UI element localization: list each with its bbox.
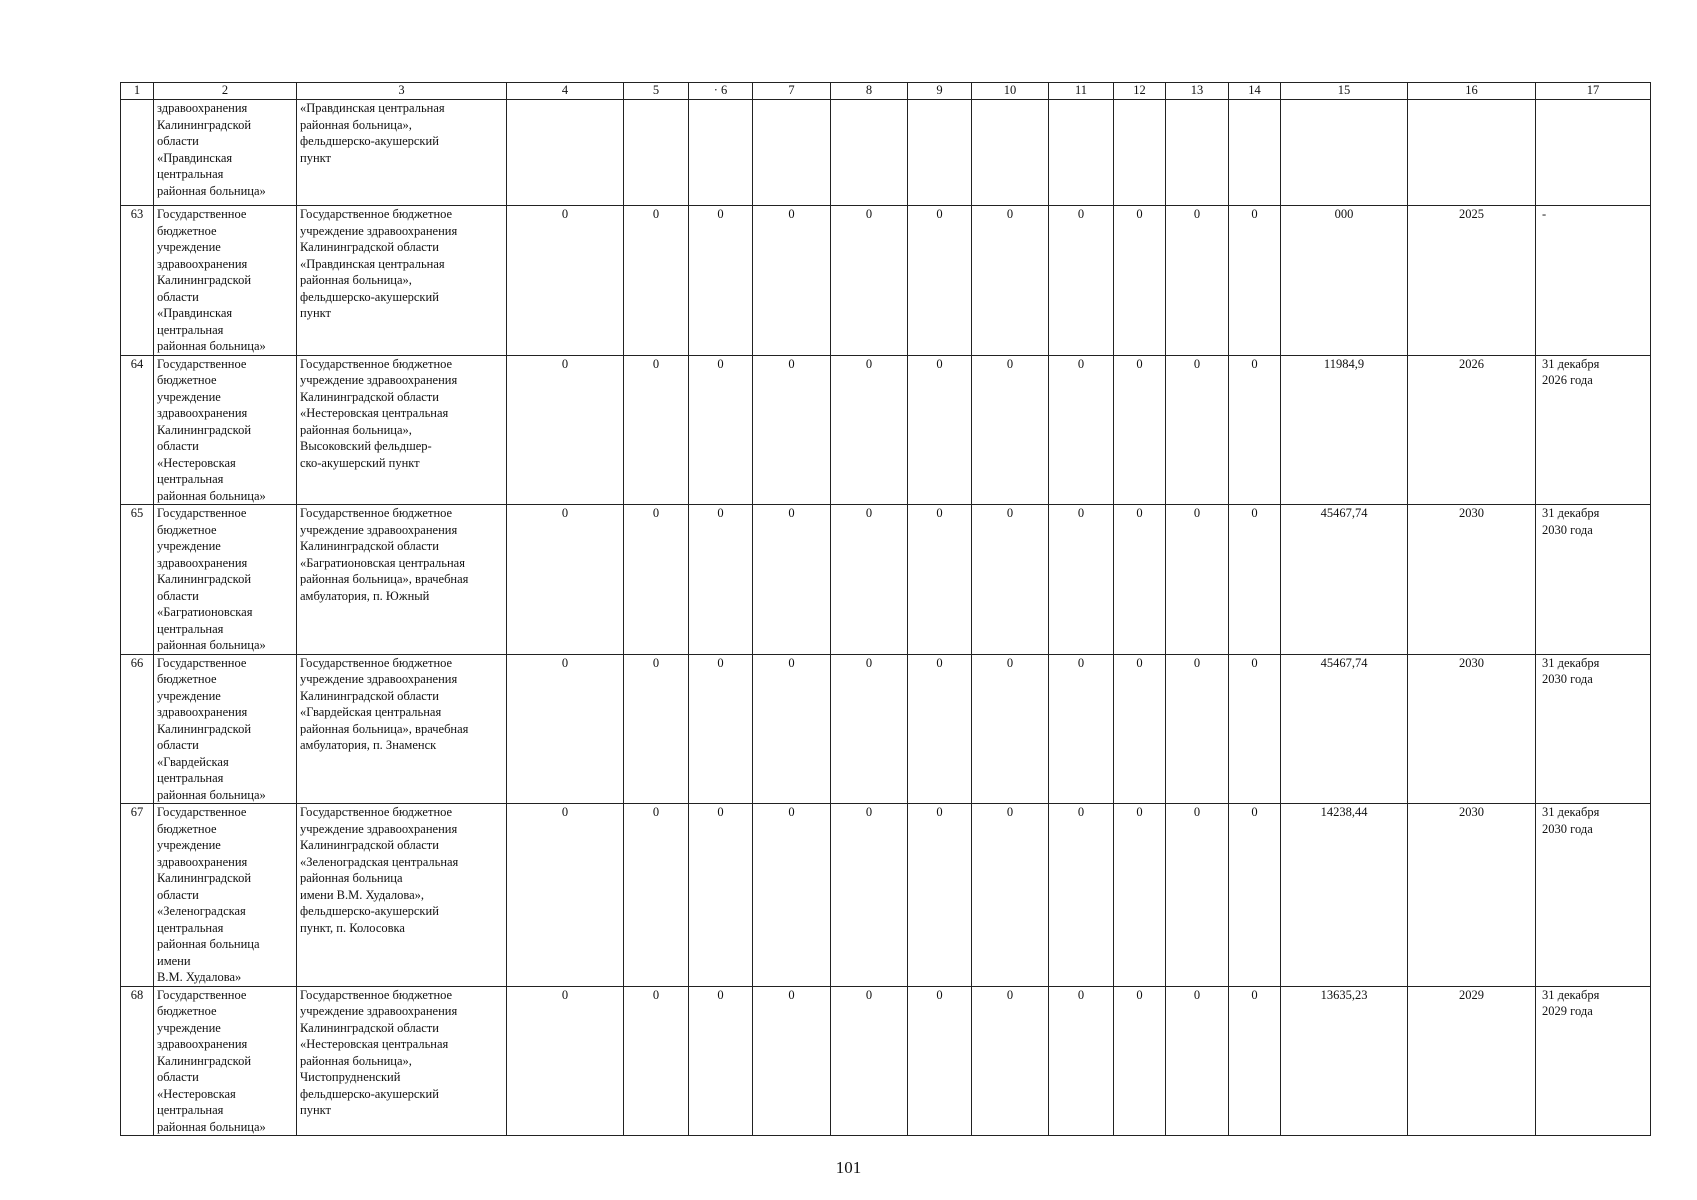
value-cell-col-7: 0 (753, 654, 831, 804)
value-cell-col-5: 0 (624, 986, 689, 1136)
row-number-cell: 67 (121, 804, 154, 987)
column-header-12: 12 (1114, 83, 1166, 100)
value-cell-col-9 (908, 100, 972, 206)
organization-cell: Государственное бюджетное учреждение здравоохранения Калининградской области «Правдинская центральная районная больница» (154, 206, 297, 356)
value-cell-col-4 (507, 100, 624, 206)
value-cell-col-6: 0 (689, 986, 753, 1136)
value-cell-col-12: 0 (1114, 505, 1166, 655)
table-row (121, 206, 1651, 356)
row-number-cell: 66 (121, 654, 154, 804)
year-cell: 2025 (1408, 206, 1536, 356)
organization-cell: Государственное бюджетное учреждение здравоохранения Калининградской области «Гвардейская центральная районная больница» (154, 654, 297, 804)
value-cell-col-10: 0 (972, 206, 1049, 356)
column-header-9: 9 (908, 83, 972, 100)
value-cell-col-9: 0 (908, 505, 972, 655)
amount-cell: 45467,74 (1281, 654, 1408, 804)
value-cell-col-8: 0 (831, 654, 908, 804)
value-cell-col-10: 0 (972, 804, 1049, 987)
value-cell-col-11 (1049, 100, 1114, 206)
facility-cell: Государственное бюджетное учреждение здравоохранения Калининградской области «Багратионовская центральная районная больница», врачебная амбулатория, п. Южный (297, 505, 507, 655)
table-row (121, 355, 1651, 505)
value-cell-col-14: 0 (1229, 654, 1281, 804)
column-header-10: 10 (972, 83, 1049, 100)
column-header-17: 17 (1536, 83, 1651, 100)
amount-cell: 13635,23 (1281, 986, 1408, 1136)
facility-cell: Государственное бюджетное учреждение здравоохранения Калининградской области «Правдинская центральная районная больница», фельдшерско-акушерский пункт (297, 206, 507, 356)
value-cell-col-9: 0 (908, 986, 972, 1136)
value-cell-col-4: 0 (507, 206, 624, 356)
value-cell-col-8: 0 (831, 505, 908, 655)
value-cell-col-13: 0 (1166, 986, 1229, 1136)
facility-cell: Государственное бюджетное учреждение здравоохранения Калининградской области «Гвардейская центральная районная больница», врачебная амбулатория, п. Знаменск (297, 654, 507, 804)
value-cell-col-12: 0 (1114, 986, 1166, 1136)
facility-cell: Государственное бюджетное учреждение здравоохранения Калининградской области «Нестеровская центральная районная больница», Высоковский фельдшер- ско-акушерский пункт (297, 355, 507, 505)
value-cell-col-11: 0 (1049, 505, 1114, 655)
deadline-cell (1536, 100, 1651, 206)
row-number-cell: 68 (121, 986, 154, 1136)
value-cell-col-14 (1229, 100, 1281, 206)
column-header-16: 16 (1408, 83, 1536, 100)
value-cell-col-6: 0 (689, 804, 753, 987)
value-cell-col-12: 0 (1114, 804, 1166, 987)
value-cell-col-10 (972, 100, 1049, 206)
value-cell-col-10: 0 (972, 505, 1049, 655)
value-cell-col-9: 0 (908, 206, 972, 356)
row-number-cell: 64 (121, 355, 154, 505)
value-cell-col-9: 0 (908, 355, 972, 505)
column-number-header-row (121, 83, 1651, 100)
organization-cell: здравоохранения Калининградской области «Правдинская центральная районная больница» (154, 100, 297, 206)
value-cell-col-12: 0 (1114, 654, 1166, 804)
value-cell-col-11: 0 (1049, 986, 1114, 1136)
table-row (121, 654, 1651, 804)
value-cell-col-7: 0 (753, 505, 831, 655)
value-cell-col-4: 0 (507, 804, 624, 987)
value-cell-col-10: 0 (972, 986, 1049, 1136)
value-cell-col-7: 0 (753, 355, 831, 505)
deadline-cell: 31 декабря 2030 года (1536, 505, 1651, 655)
year-cell (1408, 100, 1536, 206)
deadline-cell: - (1536, 206, 1651, 356)
facility-cell: Государственное бюджетное учреждение здравоохранения Калининградской области «Нестеровская центральная районная больница», Чистопрудненский фельдшерско-акушерский пункт (297, 986, 507, 1136)
year-cell: 2029 (1408, 986, 1536, 1136)
amount-cell: 45467,74 (1281, 505, 1408, 655)
column-header-2: 2 (154, 83, 297, 100)
value-cell-col-14: 0 (1229, 206, 1281, 356)
data-table (120, 82, 1651, 1136)
value-cell-col-4: 0 (507, 355, 624, 505)
table-body (121, 100, 1651, 1136)
column-header-3: 3 (297, 83, 507, 100)
value-cell-col-11: 0 (1049, 804, 1114, 987)
column-header-13: 13 (1166, 83, 1229, 100)
column-header-1: 1 (121, 83, 154, 100)
column-header-8: 8 (831, 83, 908, 100)
row-number-cell: 63 (121, 206, 154, 356)
table-row (121, 505, 1651, 655)
value-cell-col-6: 0 (689, 505, 753, 655)
table-row (121, 804, 1651, 987)
value-cell-col-5: 0 (624, 505, 689, 655)
table-row (121, 100, 1651, 206)
table-row (121, 986, 1651, 1136)
amount-cell: 11984,9 (1281, 355, 1408, 505)
value-cell-col-4: 0 (507, 986, 624, 1136)
value-cell-col-4: 0 (507, 654, 624, 804)
value-cell-col-9: 0 (908, 804, 972, 987)
value-cell-col-4: 0 (507, 505, 624, 655)
column-header-11: 11 (1049, 83, 1114, 100)
value-cell-col-10: 0 (972, 355, 1049, 505)
year-cell: 2030 (1408, 804, 1536, 987)
amount-cell: 14238,44 (1281, 804, 1408, 987)
organization-cell: Государственное бюджетное учреждение здравоохранения Калининградской области «Нестеровская центральная районная больница» (154, 355, 297, 505)
deadline-cell: 31 декабря 2030 года (1536, 804, 1651, 987)
amount-cell: 000 (1281, 206, 1408, 356)
value-cell-col-8: 0 (831, 986, 908, 1136)
column-header-6: · 6 (689, 83, 753, 100)
column-header-15: 15 (1281, 83, 1408, 100)
column-header-7: 7 (753, 83, 831, 100)
value-cell-col-5: 0 (624, 804, 689, 987)
row-number-cell (121, 100, 154, 206)
deadline-cell: 31 декабря 2030 года (1536, 654, 1651, 804)
organization-cell: Государственное бюджетное учреждение здравоохранения Калининградской области «Багратионовская центральная районная больница» (154, 505, 297, 655)
value-cell-col-13: 0 (1166, 206, 1229, 356)
value-cell-col-13: 0 (1166, 355, 1229, 505)
value-cell-col-5: 0 (624, 355, 689, 505)
value-cell-col-8: 0 (831, 355, 908, 505)
facility-cell: Государственное бюджетное учреждение здравоохранения Калининградской области «Зеленоградская центральная районная больница имени В.М. Худалова», фельдшерско-акушерский пункт, п. Колосовка (297, 804, 507, 987)
value-cell-col-7: 0 (753, 206, 831, 356)
value-cell-col-11: 0 (1049, 654, 1114, 804)
organization-cell: Государственное бюджетное учреждение здравоохранения Калининградской области «Нестеровская центральная районная больница» (154, 986, 297, 1136)
value-cell-col-6 (689, 100, 753, 206)
row-number-cell: 65 (121, 505, 154, 655)
column-header-14: 14 (1229, 83, 1281, 100)
value-cell-col-11: 0 (1049, 206, 1114, 356)
column-header-4: 4 (507, 83, 624, 100)
year-cell: 2026 (1408, 355, 1536, 505)
value-cell-col-13 (1166, 100, 1229, 206)
organization-cell: Государственное бюджетное учреждение здравоохранения Калининградской области «Зеленоградская центральная районная больница имени В.М. Худалова» (154, 804, 297, 987)
value-cell-col-7: 0 (753, 804, 831, 987)
value-cell-col-5: 0 (624, 206, 689, 356)
value-cell-col-6: 0 (689, 654, 753, 804)
value-cell-col-7 (753, 100, 831, 206)
value-cell-col-14: 0 (1229, 505, 1281, 655)
value-cell-col-10: 0 (972, 654, 1049, 804)
value-cell-col-12: 0 (1114, 355, 1166, 505)
value-cell-col-14: 0 (1229, 804, 1281, 987)
value-cell-col-14: 0 (1229, 986, 1281, 1136)
value-cell-col-8: 0 (831, 206, 908, 356)
value-cell-col-14: 0 (1229, 355, 1281, 505)
value-cell-col-12: 0 (1114, 206, 1166, 356)
value-cell-col-8 (831, 100, 908, 206)
amount-cell (1281, 100, 1408, 206)
value-cell-col-11: 0 (1049, 355, 1114, 505)
value-cell-col-6: 0 (689, 355, 753, 505)
value-cell-col-13: 0 (1166, 804, 1229, 987)
value-cell-col-7: 0 (753, 986, 831, 1136)
value-cell-col-12 (1114, 100, 1166, 206)
value-cell-col-5 (624, 100, 689, 206)
year-cell: 2030 (1408, 654, 1536, 804)
year-cell: 2030 (1408, 505, 1536, 655)
value-cell-col-9: 0 (908, 654, 972, 804)
value-cell-col-8: 0 (831, 804, 908, 987)
value-cell-col-13: 0 (1166, 505, 1229, 655)
column-header-5: 5 (624, 83, 689, 100)
value-cell-col-6: 0 (689, 206, 753, 356)
page-number: 101 (835, 1158, 862, 1177)
value-cell-col-13: 0 (1166, 654, 1229, 804)
deadline-cell: 31 декабря 2029 года (1536, 986, 1651, 1136)
deadline-cell: 31 декабря 2026 года (1536, 355, 1651, 505)
facility-cell: «Правдинская центральная районная больница», фельдшерско-акушерский пункт (297, 100, 507, 206)
value-cell-col-5: 0 (624, 654, 689, 804)
